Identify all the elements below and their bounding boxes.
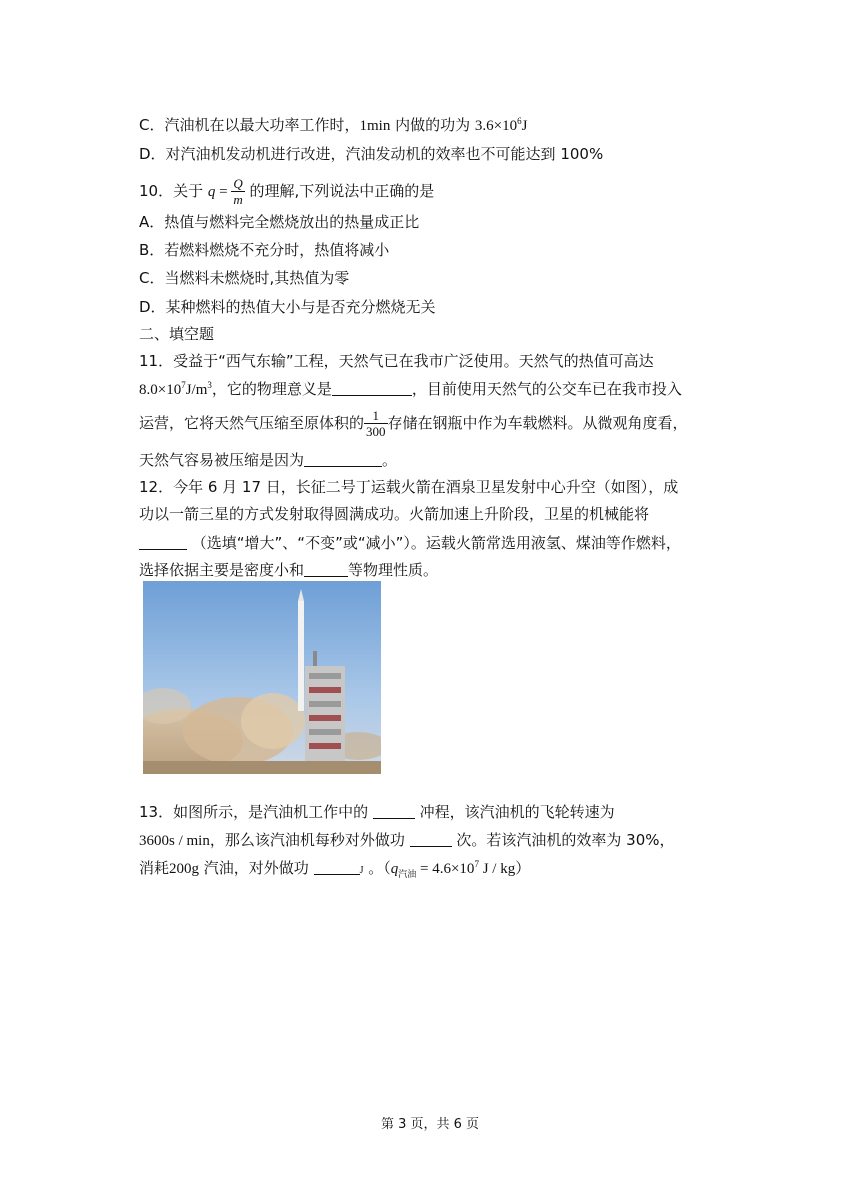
answer-blank[interactable] [314,860,360,875]
q10-stem: 10．关于 q = $\frac{Q}{m}$ 的理解,下列说法中正确的是 [139,176,435,207]
q11-line-3: 运营，它将天然气压缩至原体积的 $\frac{1}{300}$ 存储在钢瓶中作为车载燃料。从微观角度看， [139,408,688,439]
volume-fraction: $\frac{1}{300}$ [366,408,386,439]
q10-option-a: A．热值与燃料完全燃烧放出的热量成正比 [139,213,420,231]
page-footer: 第 3 页，共 6 页 [380,1117,480,1132]
q10-option-b: B．若燃料燃烧不充分时，热值将减小 [139,241,390,259]
q9-option-c: C．汽油机在以最大功率工作时，1min 内做的功为 $3.6\times 10^6J$ [139,116,528,134]
heat-value-formula: $\frac{Q}{m}$ [233,176,243,207]
answer-blank[interactable] [304,562,348,577]
q13-line-2: 3600s / min，那么该汽油机每秒对外做功 次。若该汽油机的效率为 30%， [139,831,675,849]
answer-blank[interactable] [373,804,415,819]
q12-line-1: 12．今年 6 月 17 日，长征二号丁运载火箭在酒泉卫星发射中心升空（如图），成 [139,478,679,496]
answer-blank[interactable] [332,381,412,396]
q11-line-4: 天然气容易被压缩是因为 。 [139,451,398,469]
q12-line-2: 功以一箭三星的方式发射取得圆满成功。火箭加速上升阶段，卫星的机械能将 [139,505,650,523]
q13-line-1: 13．如图所示，是汽油机工作中的 冲程，该汽油机的飞轮转速为 [139,803,615,821]
q12-line-3: （选填“增大”、“不变”或“减小”）。运载火箭常选用液氢、煤油等作燃料， [139,533,681,553]
q11-line-2: $8.0\times 10^7J/m^3$，它的物理意义是 ，目前使用天然气的公交车已在我市投入 [139,380,682,398]
q13-line-3: 消耗200g 汽油，对外做功 J 。（$q_{汽油} = 4.6\times 10^7$ J / kg） [139,859,531,880]
answer-blank[interactable] [304,452,382,467]
rocket-launch-photo [143,581,381,774]
answer-blank[interactable] [410,832,452,847]
section-heading: 二、填空题 [139,325,215,343]
q10-option-d: D．某种燃料的热值大小与是否充分燃烧无关 [139,298,436,316]
q10-option-c: C．当燃料未燃烧时,其热值为零 [139,269,350,287]
answer-blank[interactable] [139,535,187,550]
q12-line-4: 选择依据主要是密度小和 等物理性质。 [139,561,439,579]
q11-line-1: 11．受益于“西气东输”工程，天然气已在我市广泛使用。天然气的热值可高达 [139,352,654,370]
q9-option-d: D．对汽油机发动机进行改进，汽油发动机的效率也不可能达到 100% [139,145,604,163]
